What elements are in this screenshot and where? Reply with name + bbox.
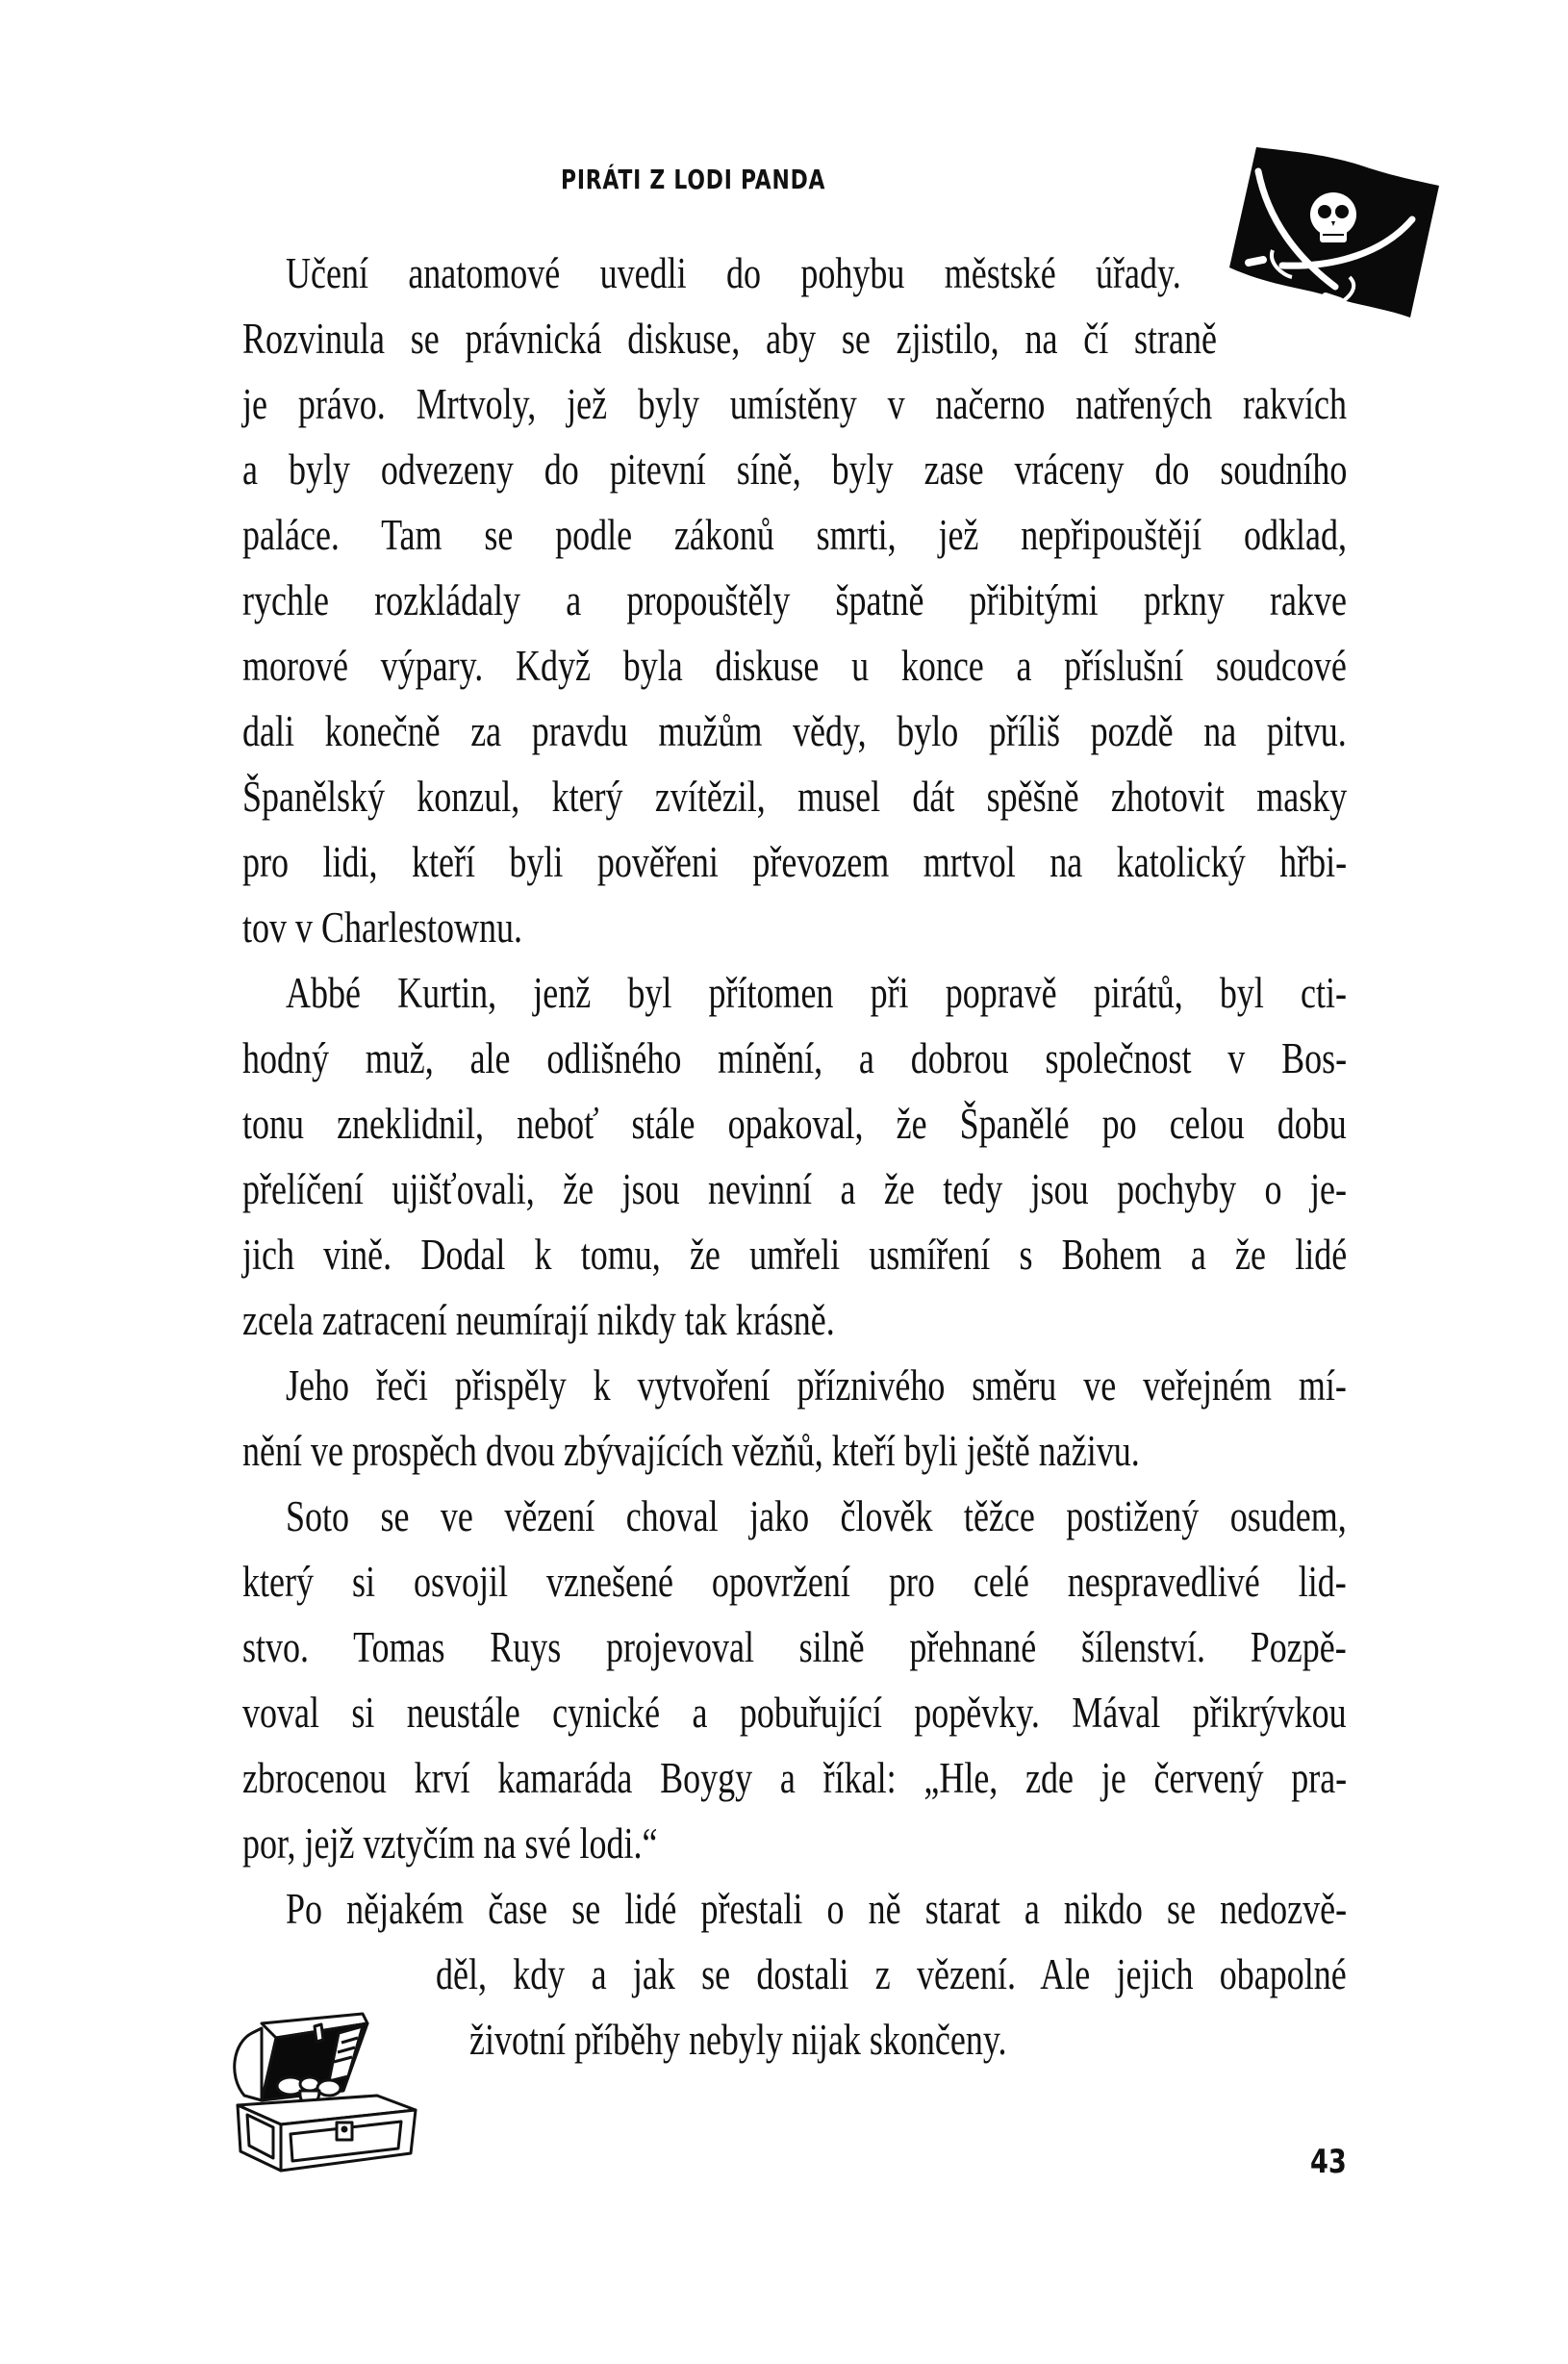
running-head: PIRÁTI Z LODI PANDA [561, 164, 826, 195]
text-line: děl, kdy a jak se dostali z vězení. Ale jejich obapolné [436, 1950, 1347, 1998]
paragraph-first-line: Jeho řeči přispěly k vytvoření příznivého směru ve veřejném mí- [286, 1361, 1347, 1410]
text-line: voval si neustále cynické a pobuřující popěvky. Mával přikrývkou [242, 1689, 1347, 1737]
text-line: stvo. Tomas Ruys projevoval silně přehnané šílenství. Pozpě- [242, 1623, 1347, 1671]
text-line: životní příběhy nebyly nijak skončeny. [469, 2016, 1007, 2064]
text-line: hodný muž, ale odlišného mínění, a dobrou společnost v Bos- [242, 1034, 1348, 1082]
treasure-chest-icon [223, 1999, 423, 2174]
paragraph-first-line: Soto se ve vězení choval jako člověk těžce postižený osudem, [286, 1492, 1347, 1540]
text-line: Španělský konzul, který zvítězil, musel dát spěšně zhotovit masky [242, 773, 1348, 821]
text-line: paláce. Tam se podle zákonů smrti, jež nepřipouštějí odklad, [242, 511, 1347, 559]
text-line: zcela zatracení neumírají nikdy tak krásně. [242, 1296, 835, 1344]
text-line: pro lidi, kteří byli pověřeni převozem mrtvol na katolický hřbi- [242, 838, 1348, 886]
text-line: je právo. Mrtvoly, jež byly umístěny v načerno natřených rakvích [242, 380, 1347, 428]
paragraph-first-line: Po nějakém čase se lidé přestali o ně starat a nikdo se nedozvě- [286, 1885, 1348, 1933]
paragraph-first-line: Učení anatomové uvedli do pohybu městské úřady. [286, 249, 1181, 297]
text-line: který si osvojil vznešené opovržení pro celé nespravedlivé lid- [242, 1558, 1347, 1606]
paragraph-first-line: Abbé Kurtin, jenž byl přítomen při popravě pirátů, byl cti- [286, 969, 1347, 1017]
text-line: přelíčení ujišťovali, že jsou nevinní a že tedy jsou pochyby o je- [242, 1165, 1347, 1213]
text-line: por, jejž vztyčím na své lodi.“ [242, 1819, 658, 1868]
text-line: tov v Charlestownu. [242, 903, 522, 952]
pirate-flag-icon [1229, 142, 1443, 320]
text-line: Rozvinula se právnická diskuse, aby se zjistilo, na čí straně [242, 315, 1217, 363]
text-line: morové výpary. Když byla diskuse u konce a příslušní soudcové [242, 642, 1347, 690]
text-line: dali konečně za pravdu mužům vědy, bylo příliš pozdě na pitvu. [242, 707, 1347, 755]
text-line: tonu zneklidnil, neboť stále opakoval, že Španělé po celou dobu [242, 1100, 1347, 1148]
text-line: a byly odvezeny do pitevní síně, byly zase vráceny do soudního [242, 445, 1348, 494]
text-line: rychle rozkládaly a propouštěly špatně přibitými prkny rakve [242, 576, 1347, 624]
text-line: nění ve prospěch dvou zbývajících vězňů, kteří byli ještě naživu. [242, 1427, 1140, 1475]
page-number: 43 [1310, 2143, 1347, 2181]
text-line: zbrocenou krví kamaráda Boygy a říkal: „Hle, zde je červený pra- [242, 1754, 1348, 1802]
text-line: jich vině. Dodal k tomu, že umřeli usmíření s Bohem a že lidé [242, 1231, 1348, 1279]
